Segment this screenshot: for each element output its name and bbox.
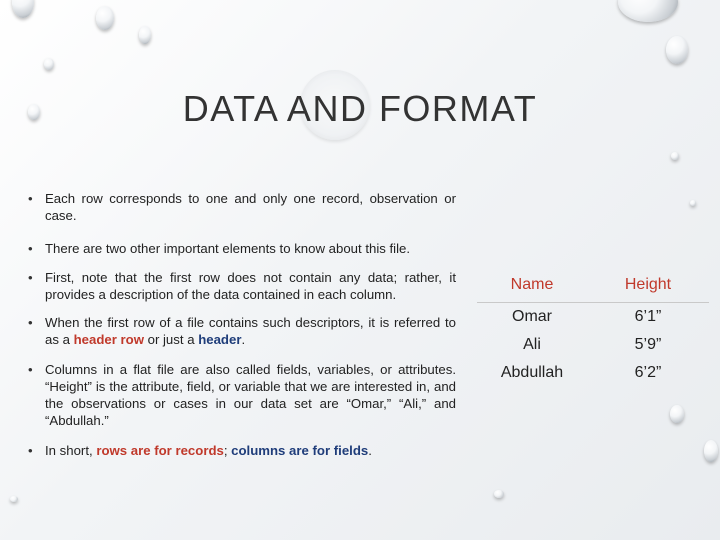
table-header-cell: Height (587, 268, 709, 303)
bullet-text: When the first row of a file contains such descriptors, it is referred to as a (45, 315, 456, 347)
table-cell: Ali (523, 336, 541, 353)
highlight-columns-fields: columns are for fields (231, 443, 369, 458)
table-cell: 5’9” (634, 336, 662, 353)
water-drop-decoration (690, 200, 696, 206)
highlight-header: header (198, 332, 242, 347)
water-drop-decoration (671, 152, 679, 160)
slide-title: DATA AND FORMAT (182, 88, 538, 129)
table-header-row (477, 268, 709, 303)
table-row (477, 303, 709, 332)
table-cell: 6’2” (634, 364, 662, 381)
bullet-item: • Each row corresponds to one and only one record, observation or case. (28, 190, 456, 224)
water-drop-decoration (704, 440, 718, 462)
table-row (477, 359, 709, 387)
bullet-item (28, 314, 456, 348)
table-cell: Abdullah (500, 364, 564, 381)
water-drop-decoration (96, 6, 114, 30)
water-drop-decoration (670, 405, 684, 423)
water-drop-decoration (44, 58, 54, 70)
bullet-text: In short, (45, 443, 97, 458)
bullet-text: or just a (143, 332, 199, 347)
water-drop-decoration (139, 26, 151, 44)
table-cell: 6’1” (634, 308, 662, 325)
highlight-header-row: header row (73, 332, 144, 347)
bullet-item: • First, note that the first row does not contain any data; rather, it provides a description of the data contained in each column. (28, 269, 456, 303)
water-drop-decoration (10, 496, 18, 502)
data-table (477, 268, 709, 387)
water-drop-decoration (12, 0, 34, 18)
bullet-text: ; (223, 443, 232, 458)
bullet-text: . (368, 443, 372, 458)
bullet-text: . (241, 332, 246, 347)
bullet-item (28, 442, 456, 459)
water-drop-decoration (666, 36, 688, 64)
table-cell: Omar (512, 308, 552, 325)
bullet-item: • There are two other important elements to know about this file. (28, 240, 456, 257)
water-drop-decoration (618, 0, 678, 22)
bullet-list (28, 190, 456, 459)
water-drop-decoration (494, 490, 504, 498)
table-header-cell: Name (477, 268, 587, 303)
highlight-rows-records: rows are for records (96, 443, 224, 458)
table-row (477, 331, 709, 359)
bullet-item: • Columns in a flat file are also called fields, variables, or attributes. “Height” is the attribute, field, or variable that we are interested in, and the observations or cases in our data set are “Omar,” “Ali,” and “Abdullah.” (28, 361, 456, 429)
